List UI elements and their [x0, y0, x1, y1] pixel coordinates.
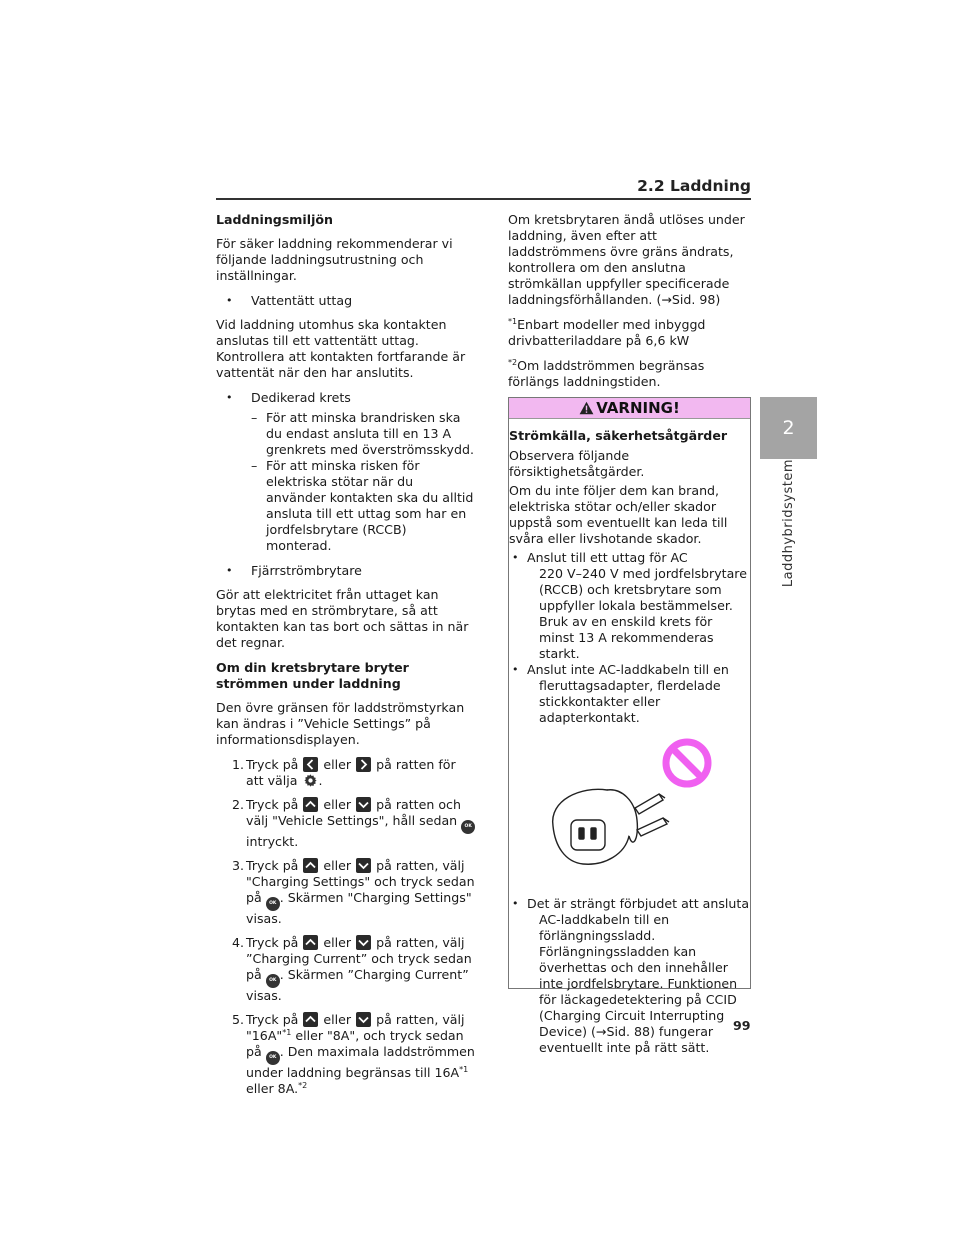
- step-number: 5.: [231, 1012, 244, 1027]
- step-text: eller: [319, 1012, 356, 1027]
- gear-icon: [303, 773, 318, 788]
- step-text: på ratten och välj "Vehicle Settings", håll sedan: [246, 797, 462, 828]
- step-text: eller: [319, 858, 356, 873]
- paragraph: Om du inte följer dem kan brand, elektriska stötar och/eller skador uppstå som eventuellt kan leda till svåra eller livshotande skador.: [509, 483, 728, 546]
- section-title: 2.2 Laddning: [637, 177, 751, 195]
- step-text: eller 8A.: [246, 1081, 299, 1096]
- step-1: [216, 757, 476, 789]
- ok-button-icon: OK: [266, 1051, 280, 1065]
- step-number: 3.: [231, 858, 244, 873]
- step-text: Tryck på: [246, 935, 303, 950]
- paragraph: Gör att elektricitet från uttaget kan brytas med en strömbrytare, så att kontakten kan tas bort och sättas in när det regnar.: [216, 587, 469, 650]
- heading-breaker: Om din kretsbrytare bryter strömmen under laddning: [216, 660, 409, 691]
- step-text: eller: [319, 757, 356, 772]
- step-text: . Den maximala laddströmmen under laddning begränsas till 16A: [246, 1044, 475, 1080]
- warning-header: [509, 398, 750, 419]
- chapter-label: Laddhybridsystem: [781, 459, 796, 588]
- step-text: eller: [319, 935, 356, 950]
- paragraph: För säker laddning rekommenderar vi följande laddningsutrustning och inställningar.: [216, 236, 453, 283]
- bullet-continued: fleruttagsadapter, flerdelade stickkontakter eller adapterkontakt.: [539, 678, 721, 725]
- multi-adapter-prohibited-icon: [509, 738, 750, 888]
- step-text: på ratten för att välja: [246, 757, 456, 788]
- step-text: eller: [319, 797, 356, 812]
- warning-title: VARNING!: [596, 399, 680, 417]
- dash-mark: –: [251, 410, 258, 425]
- bullet-item: • Fjärrströmbrytare: [226, 563, 476, 579]
- step-text: . Skärmen ”Charging Current” visas.: [246, 967, 469, 1003]
- bullet-item: • Vattentätt uttag: [226, 293, 476, 309]
- chevron-left-icon: [303, 757, 318, 772]
- chevron-down-icon: [356, 1012, 371, 1027]
- chapter-label-container: [760, 459, 817, 659]
- adapter-illustration: [509, 738, 750, 888]
- ok-button-icon: OK: [461, 820, 475, 834]
- bullet-lead: Anslut inte AC-laddkabeln till en: [527, 662, 729, 677]
- step-text: Tryck på: [246, 1012, 303, 1027]
- step-text: intryckt.: [246, 834, 299, 849]
- bullet-item: • Dedikerad krets: [226, 390, 476, 406]
- step-number: 4.: [231, 935, 244, 950]
- step-number: 2.: [231, 797, 244, 812]
- footnote-mark: *2: [508, 358, 518, 367]
- paragraph: Vid laddning utomhus ska kontakten anslutas till ett vattentätt uttag. Kontrollera att kontakten fortfarande är vattentät när den har anslutits.: [216, 317, 466, 380]
- chevron-up-icon: [303, 1012, 318, 1027]
- step-text: på ratten, välj "16A": [246, 1012, 465, 1043]
- dash-text: För att minska brandrisken ska du endast ansluta till en 13 A grenkrets med överströmsskydd.: [266, 410, 474, 457]
- step-5: [216, 1012, 476, 1097]
- footnote-mark: *1: [508, 317, 518, 326]
- right-column: [508, 212, 753, 399]
- step-text: eller "8A", och tryck sedan på: [246, 1028, 464, 1059]
- dash-text: För att minska risken för elektriska stötar när du använder kontakten ska du alltid ansluta till ett uttag som har en jordfelsbrytare (RCCB) monterad.: [266, 458, 474, 553]
- bullet-continued: AC-laddkabeln till en förlängningssladd. Förlängningssladden kan överhettas och den innehåller inte jordfelsbrytare. Funktionen för läckagedetektering på CCID (Charging Circuit Interrupting Device) (→Sid. 88) fungerar eventuellt inte på rätt sätt.: [539, 912, 738, 1055]
- page-number: 99: [733, 1018, 751, 1033]
- bullet-lead: Det är strängt förbjudet att ansluta: [527, 896, 750, 911]
- footnote-ref: *2: [298, 1081, 308, 1090]
- footnote-2: [508, 358, 753, 390]
- chevron-right-icon: [356, 757, 371, 772]
- chapter-tab: [760, 397, 817, 459]
- footnote-1: [508, 317, 753, 349]
- step-text: Tryck på: [246, 858, 303, 873]
- left-column: [216, 212, 476, 1105]
- step-3: [216, 858, 476, 927]
- step-number: 1.: [231, 757, 244, 772]
- sub-list: [226, 410, 476, 554]
- header-rule: [216, 198, 751, 200]
- step-text: . Skärmen "Charging Settings" visas.: [246, 890, 472, 926]
- step-text: Tryck på: [246, 757, 303, 772]
- step-text: på ratten, välj "Charging Settings" och tryck sedan på: [246, 858, 475, 905]
- chevron-up-icon: [303, 935, 318, 950]
- warning-triangle-icon: [579, 401, 594, 415]
- step-text: på ratten, välj ”Charging Current” och tryck sedan på: [246, 935, 472, 982]
- step-text: Tryck på: [246, 797, 303, 812]
- heading-charging-environment: Laddningsmiljön: [216, 212, 334, 227]
- warning-bullet: [512, 896, 750, 1056]
- paragraph: Den övre gränsen för laddströmstyrkan kan ändras i ”Vehicle Settings” på informationsdisplayen.: [216, 700, 465, 747]
- paragraph: Om kretsbrytaren ändå utlöses under laddning, även efter att laddströmmens övre gräns ändrats, kontrollera om den anslutna strömkällan uppfyller specificerade laddningsförhållanden. (→Sid. 98): [508, 212, 745, 307]
- footnote-ref: *1: [459, 1065, 469, 1074]
- warning-heading: Strömkälla, säkerhetsåtgärder: [509, 428, 728, 443]
- warning-body: [509, 419, 750, 1056]
- step-2: [216, 797, 476, 850]
- chevron-down-icon: [356, 797, 371, 812]
- footnote-text: Om laddströmmen begränsas förlängs laddningstiden.: [508, 358, 705, 389]
- footnote-ref: *1: [282, 1028, 292, 1037]
- step-4: [216, 935, 476, 1004]
- ok-button-icon: OK: [266, 974, 280, 988]
- chevron-up-icon: [303, 797, 318, 812]
- paragraph: Observera följande försiktighetsåtgärder.: [509, 448, 645, 479]
- ok-button-icon: OK: [266, 897, 280, 911]
- chevron-up-icon: [303, 858, 318, 873]
- step-text: .: [318, 773, 323, 788]
- warning-bullet: [512, 550, 750, 662]
- dash-item: [226, 410, 476, 458]
- bullet-lead: Anslut till ett uttag för AC: [527, 550, 688, 565]
- warning-bullet: [512, 662, 750, 726]
- dash-mark: –: [251, 458, 258, 473]
- footnote-text: Enbart modeller med inbyggd drivbatteriladdare på 6,6 kW: [508, 317, 706, 348]
- chevron-down-icon: [356, 935, 371, 950]
- dash-item: [226, 458, 476, 554]
- bullet-continued: 220 V–240 V med jordfelsbrytare (RCCB) och kretsbrytare som uppfyller lokala bestämmelser. Bruk av en enskild krets för minst 13 A rekommenderas starkt.: [539, 566, 747, 661]
- chevron-down-icon: [356, 858, 371, 873]
- chapter-number: 2: [782, 417, 795, 439]
